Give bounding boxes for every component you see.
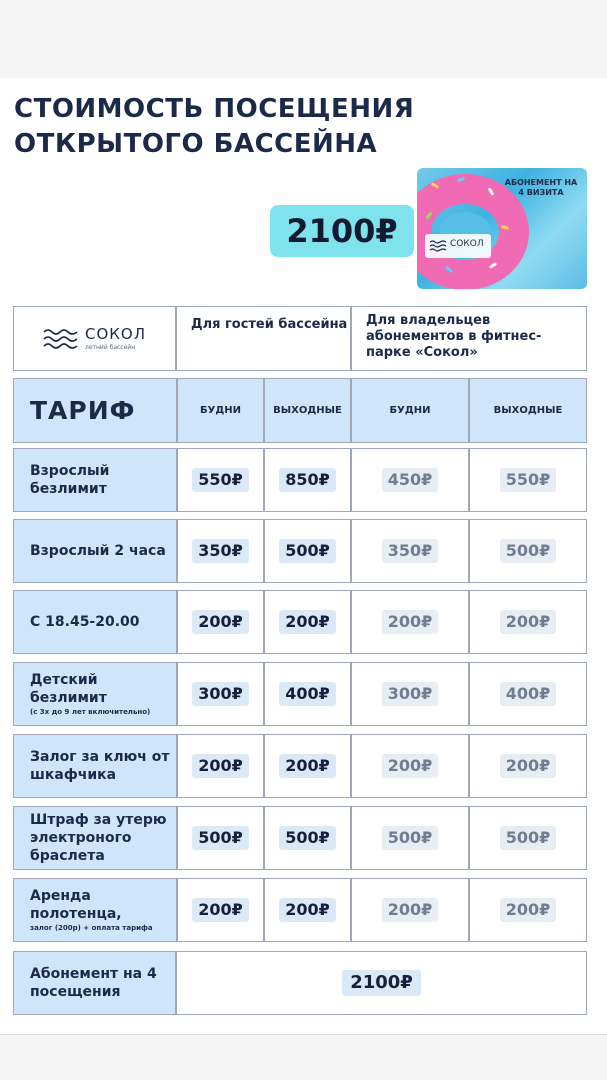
price-cell	[469, 878, 587, 942]
logo-subtitle: летний бассейн	[84, 343, 136, 351]
waves-icon	[429, 240, 447, 252]
col-guest-weekends: ВЫХОДНЫЕ	[264, 378, 351, 443]
row-label-text: С 18.45-20.00	[30, 614, 140, 630]
price-cell	[469, 734, 587, 798]
row-label	[13, 590, 177, 654]
member-weekday-price: 300₽	[382, 682, 439, 706]
promo-image	[417, 168, 587, 289]
row-label	[13, 878, 177, 942]
row-label-text: Взрослый безлимит	[30, 463, 110, 497]
member-weekday-price: 200₽	[382, 610, 439, 634]
subscription-label: Абонемент на 4 посещения	[13, 951, 176, 1015]
price-cell	[264, 806, 351, 870]
row-label-text: Штраф за утерю электроного браслета	[30, 812, 167, 864]
member-weekday-price: 350₽	[382, 539, 439, 563]
waves-icon	[43, 328, 79, 350]
row-label	[13, 806, 177, 870]
price-cell	[469, 448, 587, 512]
tarif-header: ТАРИФ	[13, 378, 177, 443]
member-weekend-price: 500₽	[500, 539, 557, 563]
price-cell	[264, 734, 351, 798]
header-members: Для владельцев абонементов в фитнес-парке «Сокол»	[351, 306, 587, 371]
guest-weekend-price: 200₽	[279, 898, 336, 922]
guest-weekend-price: 500₽	[279, 826, 336, 850]
price-cell	[177, 806, 264, 870]
price-cell	[351, 662, 469, 726]
guest-weekend-price: 400₽	[279, 682, 336, 706]
promo-logo-name: СОКОЛ	[450, 239, 484, 249]
col-member-weekdays: БУДНИ	[351, 378, 469, 443]
member-weekday-price: 500₽	[382, 826, 439, 850]
price-cell	[177, 734, 264, 798]
guest-weekend-price: 850₽	[279, 468, 336, 492]
member-weekend-price: 200₽	[500, 754, 557, 778]
price-cell	[177, 878, 264, 942]
price-cell	[264, 590, 351, 654]
promo-logo	[425, 234, 491, 258]
price-cell	[264, 878, 351, 942]
price-cell	[351, 590, 469, 654]
col-member-weekends: ВЫХОДНЫЕ	[469, 378, 587, 443]
price-cell	[177, 448, 264, 512]
price-cell	[264, 662, 351, 726]
member-weekday-price: 200₽	[382, 754, 439, 778]
row-label-text: Аренда полотенца,	[30, 888, 122, 922]
guest-weekday-price: 200₽	[192, 898, 249, 922]
subscription-price-tag: 2100₽	[270, 205, 414, 257]
page-title: СТОИМОСТЬ ПОСЕЩЕНИЯ ОТКРЫТОГО БАССЕЙНА	[14, 94, 415, 159]
price-cell	[469, 590, 587, 654]
price-cell	[177, 519, 264, 583]
row-label	[13, 448, 177, 512]
price-cell	[351, 448, 469, 512]
member-weekend-price: 550₽	[500, 468, 557, 492]
row-label	[13, 734, 177, 798]
guest-weekday-price: 350₽	[192, 539, 249, 563]
price-cell	[264, 448, 351, 512]
guest-weekday-price: 300₽	[192, 682, 249, 706]
promo-label: АБОНЕМЕНТ НА 4 ВИЗИТА	[504, 178, 578, 197]
member-weekend-price: 400₽	[500, 682, 557, 706]
member-weekend-price: 200₽	[500, 898, 557, 922]
row-label	[13, 519, 177, 583]
col-guest-weekdays: БУДНИ	[177, 378, 264, 443]
row-label-text: Детский безлимит	[30, 672, 107, 706]
price-cell	[351, 519, 469, 583]
guest-weekend-price: 200₽	[279, 610, 336, 634]
row-label-text: Взрослый 2 часа	[30, 543, 166, 559]
price-cell	[469, 806, 587, 870]
logo-name: СОКОЛ	[84, 324, 146, 343]
member-weekend-price: 500₽	[500, 826, 557, 850]
guest-weekday-price: 500₽	[192, 826, 249, 850]
guest-weekday-price: 550₽	[192, 468, 249, 492]
row-label-text: Залог за ключ от шкафчика	[30, 749, 170, 783]
header-guests: Для гостей бассейна	[176, 306, 351, 371]
row-note: залог (200р) + оплата тарифа	[30, 924, 153, 932]
price-cell	[469, 662, 587, 726]
price-cell	[351, 734, 469, 798]
price-cell	[469, 519, 587, 583]
guest-weekend-price: 500₽	[279, 539, 336, 563]
member-weekend-price: 200₽	[500, 610, 557, 634]
logo-text	[84, 324, 146, 351]
logo-cell	[13, 306, 176, 371]
row-note: (с 3х до 9 лет включительно)	[30, 708, 151, 716]
guest-weekday-price: 200₽	[192, 754, 249, 778]
price-cell	[264, 519, 351, 583]
guest-weekend-price: 200₽	[279, 754, 336, 778]
row-label	[13, 662, 177, 726]
price-cell	[351, 878, 469, 942]
divider	[0, 1034, 607, 1035]
member-weekday-price: 450₽	[382, 468, 439, 492]
subscription-price: 2100₽	[342, 970, 421, 996]
price-cell	[351, 806, 469, 870]
guest-weekday-price: 200₽	[192, 610, 249, 634]
member-weekday-price: 200₽	[382, 898, 439, 922]
price-cell	[177, 662, 264, 726]
price-cell	[177, 590, 264, 654]
subscription-price-cell	[176, 951, 587, 1015]
